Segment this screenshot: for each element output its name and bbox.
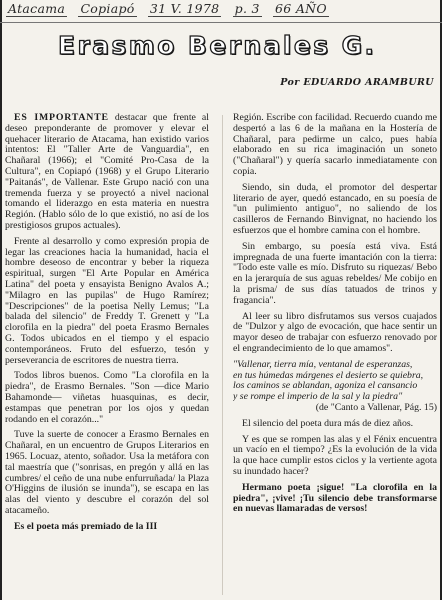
paragraph-7: Siendo, sin duda, el promotor del despertar literario de ayer, quedó estancado, en su poesía de "un pulimiento antiguo", no saliendo de los casilleros de Fernando Binvignat, no haciendo los esfuerzos que el hombre camina con el hombre. [233,181,437,236]
poem-line: en tus húmedas márgenes el desierto se quiebra, [233,369,424,381]
paragraph-12: Hermano poeta ¡sigue! "La clorofila en la piedra", ¡vive! ¡Tu silencio debe transformarse en nuevas llamaradas de versos! [233,481,437,515]
paragraph-lead: ES IMPORTANTE [14,113,109,123]
column-divider [222,115,223,595]
paragraph-9: Al leer su libro disfrutamos sus versos cuajados de "Dulzor y algo de evocación, que hace sentir un mayor deseo de trabajar con esfuerzo renovado por el engrandecimiento de lo que amamos". [233,310,437,354]
poem-line: los caminos se ablandan, agoniza el cansancio [233,380,418,392]
annotation-page: p. 3 [234,1,260,16]
paragraph-5: Es el poeta más premiado de la III [14,520,158,532]
poem-line: "Vallenar, tierra mía, ventanal de esperanzas, [233,358,413,370]
annotation-city: Copiapó [80,1,135,16]
paragraph-4: Tuve la suerte de conocer a Erasmo Bernales en Chañaral, en un encuentro de Grupos Literarios en 1965. Locuaz, atento, soñador. Usa la metáfora con tal maestría que ("sonrisas, en pregón y allá en las cumbres/ el ceño de una nube enfurruñada/ la Plaza O'Higgins de ilusión se inunda"), se escapa en las alas del viento y descubre el corazón del sol atacameño. [5,429,209,516]
handwritten-annotation [6,1,436,19]
paragraph-2: Frente al desarrollo y como expresión propia de legar las creaciones hacia la humanidad, hacia el hombre deseoso de encontrar y beber la riqueza espiritual, surgen "El Arte Popular en América Latina" del poeta y ensayista Benigno Avalos A.; "Milagro en las pupilas" de Hugo Ramírez; "Descripciones" de la poetisa Nelly Lemus; "La balada del silencio" de Freddy T. Grenett y "La clorofila en la piedra" del poeta Erasmo Bernales G. Todos ubicados en el tiempo y el espacio contemporáneos. Fruto del esfuerzo, tesón y perseverancia de escritores de nuestra tierra. [5,235,209,366]
article-title: Erasmo Bernales G. [58,31,377,60]
paragraph-1 [5,113,209,232]
paragraph-8: Sin embargo, su poesía está viva. Está impregnada de una fuerte imantación con la tierra: "Todo este valle es mío. Disfruto su riquezas/ Bebo en la jerarquía de sus aguas rebeldes/ Me cobijo en la prisma/ de sus días tatuados de trinos y fragancia". [233,240,437,306]
paragraph-6: Región. Escribe con facilidad. Recuerdo cuando me despertó a las 6 de la mañana en la Hostería de Chañaral, para pedirme un calco, pues había elaborado en su rica imaginación un soneto ("Chañaral") y quería sacarlo inmediatamente con copia. [233,113,437,177]
poem-line: y se rompe el imperio de la sal y la piedra" [233,391,403,403]
left-column [5,113,209,599]
annotation-year: 66 AÑO [275,1,327,16]
annotation-newspaper: Atacama [8,1,66,16]
annotation-date: 31 V. 1978 [149,1,220,16]
paragraph-10: El silencio del poeta dura más de diez años. [242,417,414,429]
article-byline: Por EDUARDO ARAMBURU [280,77,434,88]
header-rule [0,22,442,23]
left-scan-edge [0,0,2,600]
paragraph-11: Y es que se rompen las alas y el Fénix encuentra un vacío en el tiempo? ¿Es la evolución de la vida la que hace cumplir estos ciclos y la vertiente agota su inundado hacer? [233,433,437,477]
poem-source: (de "Canto a Vallenar, Pág. 15) [315,401,437,413]
paragraph-text: destacar que frente al deseo preponderante de promover y elevar el quehacer literario de Atacama, han existido varios intentos: El "Taller Arte de Vanguardia", en Chañaral (1966); el "Comité Pro-Casa de la Cultura", en Copiapó (1968) y el Grupo Literario "Paitanás", de Vallenar. Este Grupo nació con una tremenda fuerza y se proyectó a nivel nacional tomando el liderazgo en esta materia en nuestra Región. (Hablo sólo de lo que existió, no así de los prestigiosos grupos actuales). [5,113,209,231]
right-column [233,113,437,599]
paragraph-3: Todos libros buenos. Como "La clorofila en la piedra", de Erasmo Bernales. "Son —dice Mario Bahamonde— viñetas huasquinas, es decir, estampas que penetran por los ojos y quedan rodando en el corazón..." [5,370,209,425]
poem-quote [233,360,437,414]
